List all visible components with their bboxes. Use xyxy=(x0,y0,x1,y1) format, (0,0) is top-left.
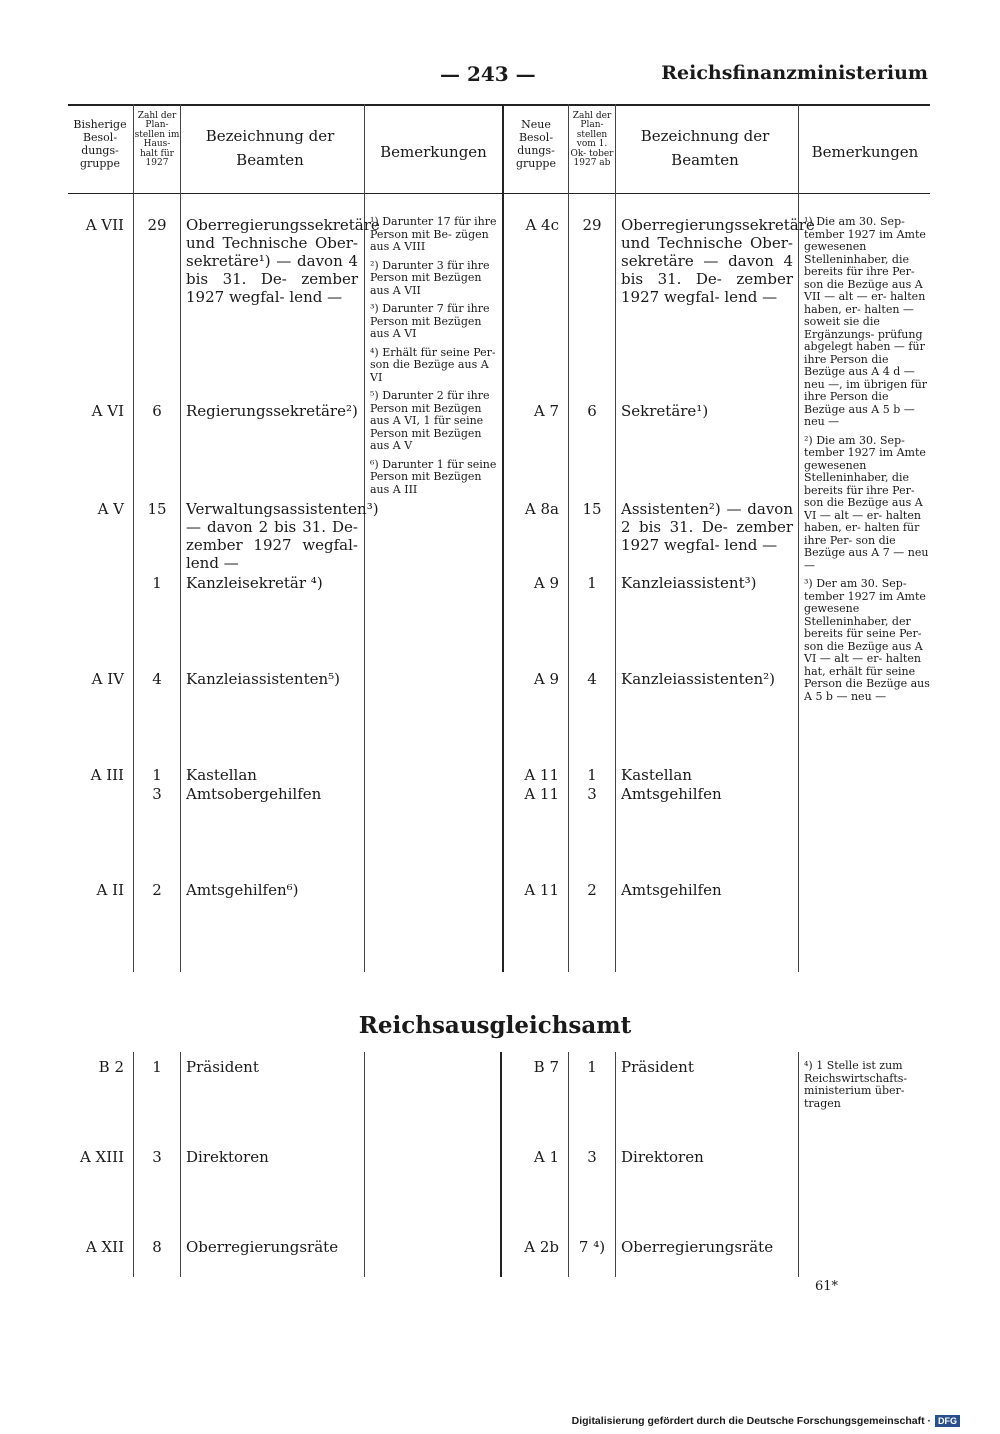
table-cell-new-count: 6 xyxy=(587,402,597,420)
table-cell-new-count: 7 ⁴) xyxy=(578,1238,606,1256)
header-new-designation: Bezeichnung der Beamten xyxy=(640,127,770,169)
col-divider xyxy=(615,104,616,972)
table-cell-old-count: 1 xyxy=(152,1058,162,1076)
table-cell-new-group: A 4c xyxy=(525,216,559,234)
table-cell-old-group: A III xyxy=(90,766,124,784)
dfg-logo: DFG xyxy=(935,1415,960,1427)
col-divider xyxy=(180,104,181,972)
table-cell-old-title: Kanzleisekretär ⁴) xyxy=(186,574,323,592)
page-number: — 243 — xyxy=(440,62,536,86)
table-cell-old-title: Kanzleiassistenten⁵) xyxy=(186,670,341,688)
table-cell-new-group: A 11 xyxy=(524,766,559,784)
footnote: ⁵) Darunter 2 für ihre Person mit Bezügen aus A VI, 1 für seine Person mit Bezügen aus A V xyxy=(370,389,490,452)
header-old-group: Bisherige Besol- dungs- gruppe xyxy=(73,118,127,170)
table-cell-new-group: A 1 xyxy=(533,1148,559,1166)
section2-footnote: ⁴) 1 Stelle ist zum Reichswirtschafts- ministerium über- tragen xyxy=(804,1059,908,1110)
table-cell-old-title: Präsident xyxy=(186,1058,259,1076)
table-cell-new-title: Sekretäre¹) xyxy=(621,402,709,420)
table-cell-new-count: 3 xyxy=(587,785,597,803)
table-cell-old-group: A XII xyxy=(85,1238,124,1256)
table-cell-new-title: Oberregierungsräte xyxy=(621,1238,774,1256)
table-cell-old-group: A VII xyxy=(85,216,124,234)
table-cell-old-title: Amtsobergehilfen xyxy=(186,785,322,803)
footnote: ¹) Die am 30. Sep- tember 1927 im Amte gewesenen Stelleninhaber, die bereits für ihre Per- son die Bezüge aus A VII — alt — er- halten haben, er- halten — soweit sie die Ergänzungs- prüfung abgelegt haben — für ihre Person die Bezüge aus A 4 d — neu —, im übrigen für ihre Person die Bezüge aus A 5 b — neu — xyxy=(804,215,928,428)
footnote: ³) Darunter 7 für ihre Person mit Bezügen aus A VI xyxy=(370,302,490,340)
footnote: ³) Der am 30. Sep- tember 1927 im Amte gewesene Stelleninhaber, der bereits für seine Per- son die Bezüge aus A VI — alt — er- halten hat, erhält für seine Person die Bezüge aus A 5 b — neu — xyxy=(804,577,930,703)
header-new-remarks: Bemerkungen xyxy=(811,143,919,161)
footnote: ²) Darunter 3 für ihre Person mit Bezügen aus A VII xyxy=(370,258,490,297)
table-cell-new-title: Direktoren xyxy=(621,1148,704,1166)
table-cell-new-group: A 9 xyxy=(533,670,559,688)
table-center-divider xyxy=(500,1052,502,1277)
header-old-remarks: Bemerkungen xyxy=(380,143,487,161)
table-cell-new-title: Amtsgehilfen xyxy=(621,785,722,803)
table-cell-old-count: 3 xyxy=(152,1148,162,1166)
header-old-count: Zahl der Plan- stellen im Haus- halt für 1927 xyxy=(134,111,180,169)
table-cell-new-group: A 2b xyxy=(524,1238,559,1256)
table-cell-new-count: 1 xyxy=(587,766,597,784)
table-cell-old-title: Direktoren xyxy=(186,1148,269,1166)
table-cell-old-count: 15 xyxy=(147,500,167,518)
table-cell-new-count: 15 xyxy=(582,500,602,518)
table-cell-new-group: A 8a xyxy=(524,500,559,518)
table-cell-new-title: Kastellan xyxy=(621,766,692,784)
col-divider xyxy=(364,1052,365,1277)
col-divider xyxy=(364,104,365,972)
table-cell-old-count: 2 xyxy=(152,881,162,899)
table-cell-old-group: A IV xyxy=(91,670,124,688)
header-old-designation: Bezeichnung der Beamten xyxy=(205,127,335,169)
table-cell-old-group: A II xyxy=(96,881,124,899)
footnote: ¹) Darunter 17 für ihre Person mit Be- zügen aus A VIII xyxy=(370,215,497,253)
col-divider xyxy=(180,1052,181,1277)
table-cell-old-title: Verwaltungsassistenten³) — davon 2 bis 31. De- zember 1927 wegfal- lend — xyxy=(186,500,379,572)
col-divider xyxy=(798,104,799,972)
page-header-title: Reichsfinanzministerium xyxy=(661,62,928,84)
col-divider xyxy=(615,1052,616,1277)
table-cell-new-group: A 11 xyxy=(524,785,559,803)
footer xyxy=(572,1415,960,1427)
header-new-count: Zahl der Plan- stellen vom 1. Ok- tober 1927 ab xyxy=(570,111,614,169)
table-cell-old-group: B 2 xyxy=(98,1058,124,1076)
table-cell-new-group: A 11 xyxy=(524,881,559,899)
table-cell-old-count: 8 xyxy=(152,1238,162,1256)
page-reference: 61* xyxy=(815,1279,839,1294)
table-cell-old-title: Regierungssekretäre²) xyxy=(186,402,358,420)
table-cell-old-group: A VI xyxy=(91,402,124,420)
table-cell-old-title: Amtsgehilfen⁶) xyxy=(186,881,299,899)
table-cell-new-title: Kanzleiassistent³) xyxy=(621,574,757,592)
table-top-rule xyxy=(68,104,930,106)
footnote: ²) Die am 30. Sep- tember 1927 im Amte gewesenen Stelleninhaber, die bereits für ihre Per- son die Bezüge aus A VI — alt — er- halten haben, er- halten für ihre Per- son die Bezüge aus A 7 — neu — xyxy=(804,433,929,572)
table-cell-new-group: A 9 xyxy=(533,574,559,592)
table-cell-old-count: 1 xyxy=(152,766,162,784)
table-cell-new-count: 1 xyxy=(587,1058,597,1076)
col-divider xyxy=(568,104,569,972)
table-cell-old-count: 4 xyxy=(152,670,162,688)
table-cell-new-title: Kanzleiassistenten²) xyxy=(621,670,776,688)
table-cell-old-count: 3 xyxy=(152,785,162,803)
table-cell-new-count: 1 xyxy=(587,574,597,592)
footer-text: Digitalisierung gefördert durch die Deutsche Forschungsgemeinschaft · xyxy=(571,1415,931,1427)
table-cell-old-title: Kastellan xyxy=(186,766,257,784)
table-cell-new-count: 2 xyxy=(587,881,597,899)
table-cell-old-group: A V xyxy=(97,500,124,518)
col-divider xyxy=(133,104,134,972)
table-cell-new-title: Amtsgehilfen xyxy=(621,881,722,899)
table-cell-new-count: 29 xyxy=(582,216,602,234)
table-cell-old-title: Oberregierungssekretäre und Technische Ober- sekretäre¹) — davon 4 bis 31. De- zember 1927 wegfal- lend — xyxy=(186,216,380,306)
table-cell-old-count: 6 xyxy=(152,402,162,420)
table-center-divider xyxy=(502,104,504,972)
section-title: Reichsausgleichsamt xyxy=(358,1012,632,1039)
remarks-notes-right xyxy=(804,216,930,709)
remarks-notes-left xyxy=(370,216,498,502)
header-new-group: Neue Besol- dungs- gruppe xyxy=(516,118,556,170)
table-header-rule xyxy=(68,193,930,194)
table-cell-new-count: 4 xyxy=(587,670,597,688)
table-cell-new-title: Assistenten²) — davon 2 bis 31. De- zember 1927 wegfal- lend — xyxy=(621,500,793,554)
col-divider xyxy=(798,1052,799,1277)
table-cell-old-group: A XIII xyxy=(79,1148,124,1166)
table-cell-new-title: Oberregierungssekretäre und Technische Ober- sekretäre — davon 4 bis 31. De- zember 1927 wegfal- lend — xyxy=(621,216,815,306)
footnote: ⁶) Darunter 1 für seine Person mit Bezügen aus A III xyxy=(370,457,497,496)
table-cell-new-group: A 7 xyxy=(533,402,559,420)
table-cell-new-title: Präsident xyxy=(621,1058,694,1076)
table-cell-old-title: Oberregierungsräte xyxy=(186,1238,339,1256)
table-cell-old-count: 29 xyxy=(147,216,167,234)
table-cell-new-count: 3 xyxy=(587,1148,597,1166)
footnote: ⁴) Erhält für seine Per- son die Bezüge aus A VI xyxy=(370,345,496,384)
table-cell-old-count: 1 xyxy=(152,574,162,592)
table-cell-new-group: B 7 xyxy=(533,1058,559,1076)
